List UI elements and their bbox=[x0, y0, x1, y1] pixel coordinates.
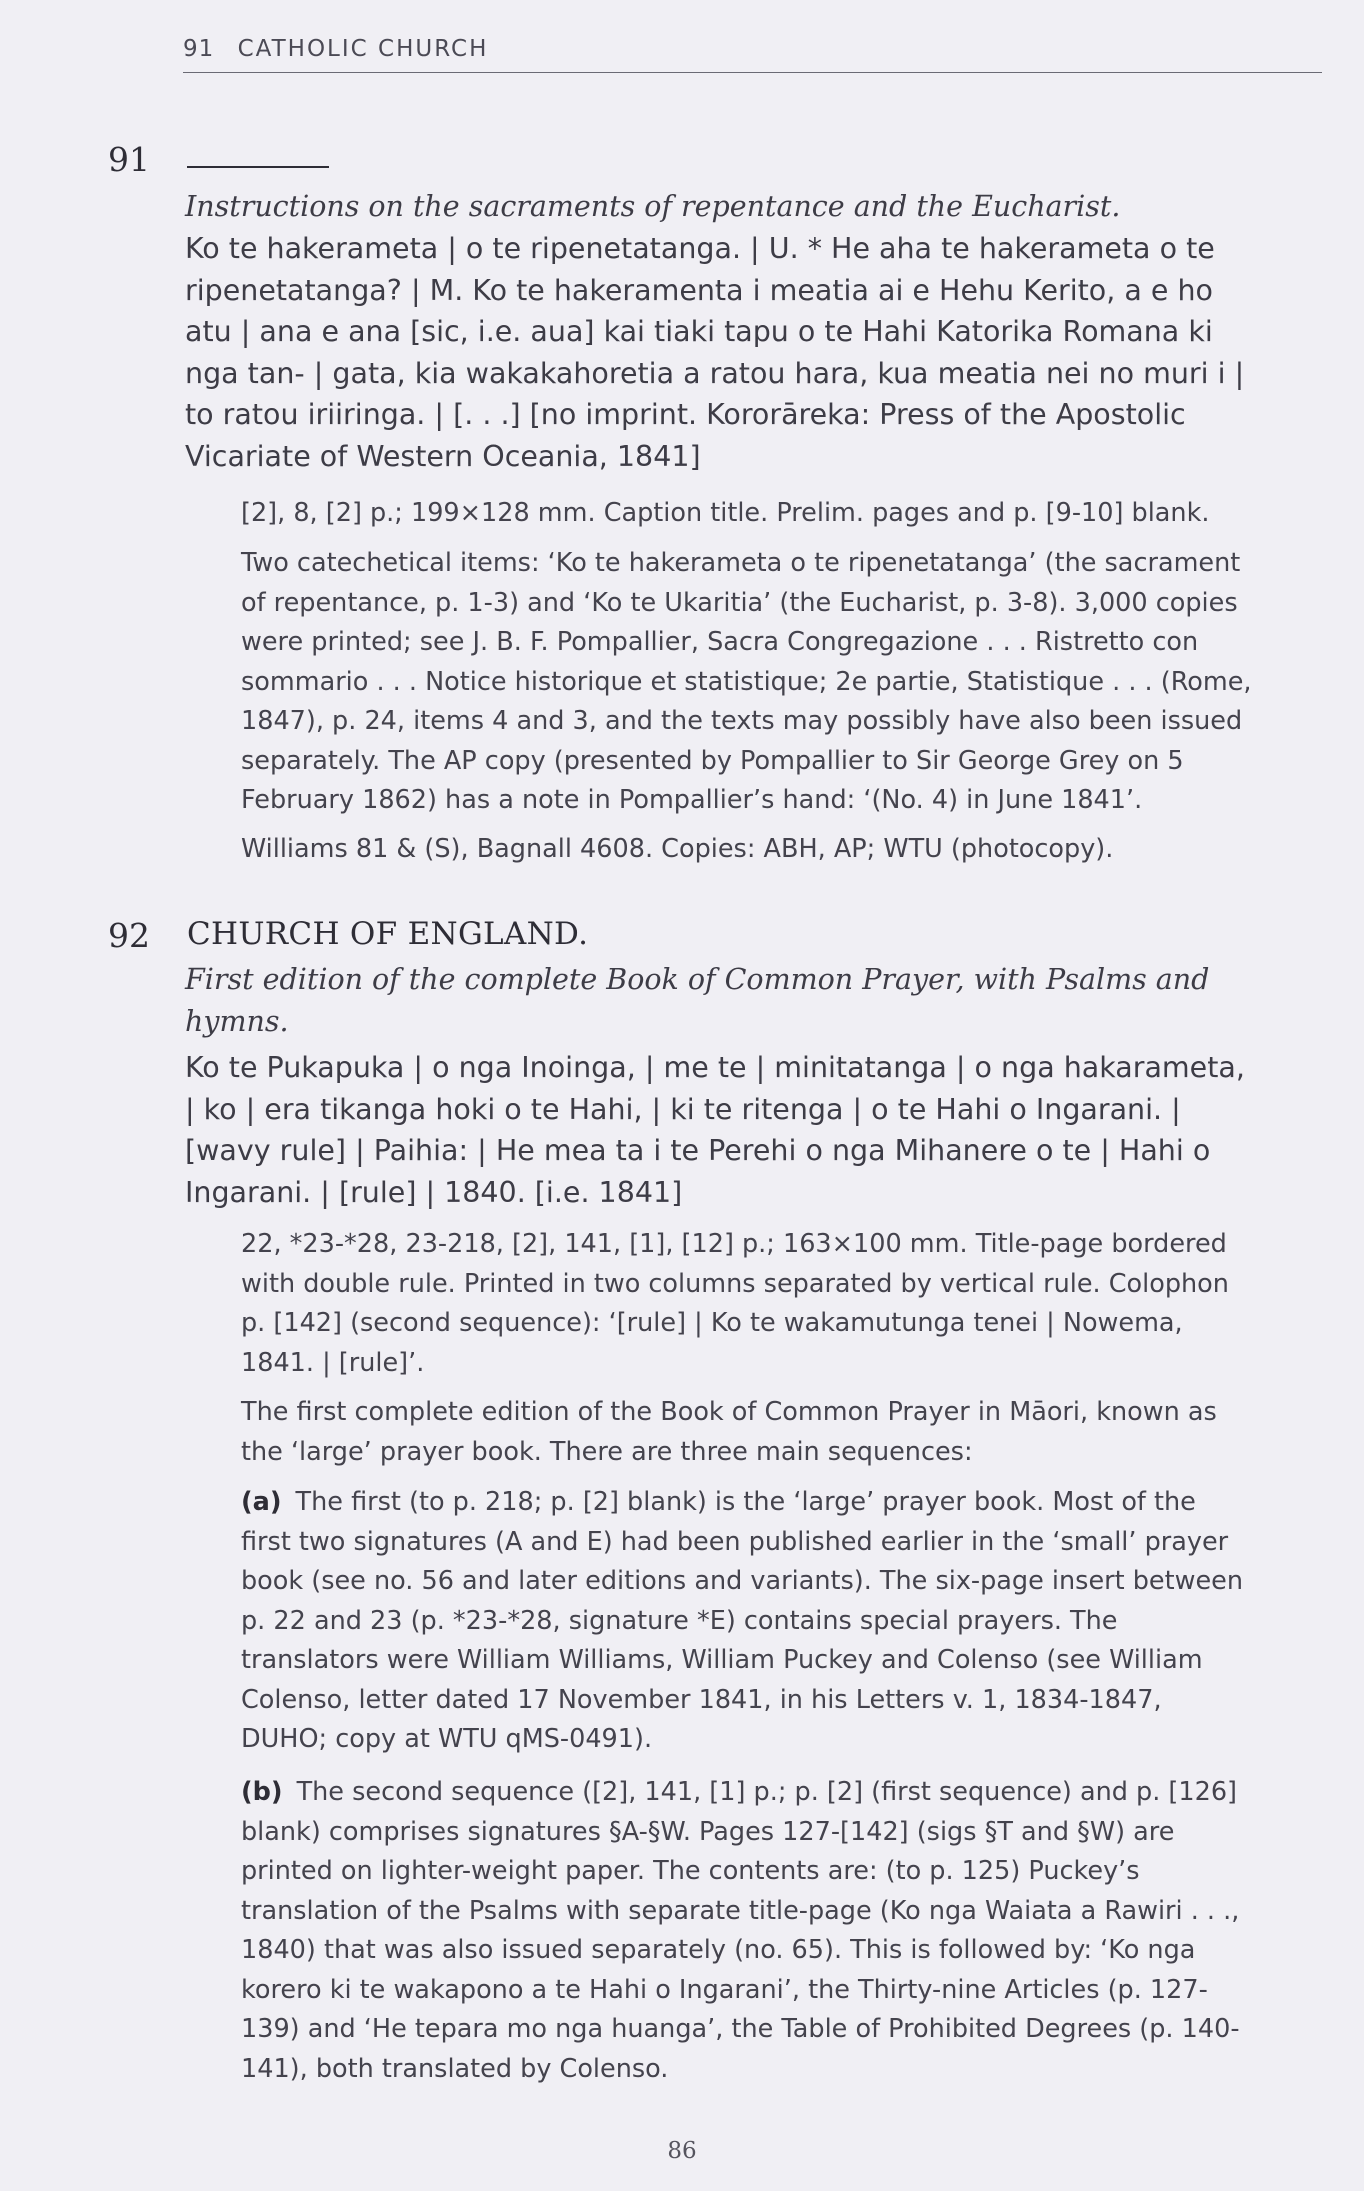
entry-91-note bbox=[241, 544, 1324, 821]
entry-92-transcription bbox=[185, 1047, 1315, 1213]
entry-92-intro-line: The first complete edition of the Book of Common Prayer in Māori, known as bbox=[241, 1397, 1217, 1427]
entry-92-collation-line: with double rule. Printed in two columns separated by vertical rule. Colophon bbox=[241, 1268, 1229, 1299]
entry-92-paragraph-a-line: first two signatures (A and E) had been published earlier in the ‘small’ prayer bbox=[241, 1526, 1229, 1557]
entry-92-english-title-line: hymns. bbox=[185, 1004, 289, 1038]
entry-91-transcription-line: to ratou iriiringa. | [. . .] [no imprint. Kororāreka: Press of the Apostolic bbox=[185, 398, 1186, 431]
entry-92-paragraph-a-line: p. 22 and 23 (p. *23-*28, signature *E) contains special prayers. The bbox=[241, 1605, 1118, 1636]
entry-92-paragraph-b bbox=[241, 1773, 1324, 2089]
entry-91-transcription-line: Vicariate of Western Oceania, 1841] bbox=[185, 439, 701, 473]
entry-91-note-line: Two catechetical items: ‘Ko te hakerameta o te ripenetatanga’ (the sacrament bbox=[241, 548, 1241, 578]
entry-92-transcription-line: Ko te Pukapuka | o nga Inoinga, | me te | minitatanga | o nga hakarameta, bbox=[185, 1051, 1245, 1084]
paragraph-a-first-line: The first (to p. 218; p. [2] blank) is the ‘large’ prayer book. Most of the bbox=[295, 1487, 1196, 1517]
entry-92-paragraph-a bbox=[241, 1483, 1324, 1760]
entry-91-references-line: Williams 81 & (S), Bagnall 4608. Copies: ABH, AP; WTU (photocopy). bbox=[241, 834, 1114, 864]
entry-91-transcription-line: ripenetatanga? | M. Ko te hakeramenta i meatia ai e Hehu Kerito, a e ho bbox=[185, 273, 1213, 307]
entry-92-transcription-line: [wavy rule] | Paihia: | He mea ta i te Perehi o nga Mihanere o te | Hahi o bbox=[185, 1134, 1211, 1167]
entry-91-note-line: of repentance, p. 1-3) and ‘Ko te Ukaritia’ (the Eucharist, p. 3-8). 3,000 copies bbox=[241, 587, 1238, 618]
paragraph-a-label: (a) bbox=[241, 1487, 282, 1517]
entry-91-english-title: Instructions on the sacraments of repentance and the Eucharist. bbox=[185, 190, 1121, 223]
entry-92-paragraph-b-line: 139) and ‘He tepara mo nga huanga’, the Table of Prohibited Degrees (p. 140- bbox=[241, 2014, 1240, 2044]
entry-92-english-title bbox=[185, 959, 1315, 1042]
entry-92-paragraph-b-line: 1840) that was also issued separately (no. 65). This is followed by: ‘Ko nga bbox=[241, 1935, 1196, 1965]
running-head-title: CATHOLIC CHURCH bbox=[237, 36, 489, 62]
running-head-number: 91 bbox=[183, 36, 215, 62]
entry-91-heading-rule bbox=[187, 166, 329, 168]
entry-92-collation-line: p. [142] (second sequence): ‘[rule] | Ko te wakamutunga tenei | Nowema, bbox=[241, 1308, 1183, 1338]
paragraph-b-label: (b) bbox=[241, 1777, 283, 1807]
entry-92-intro bbox=[241, 1393, 1324, 1472]
entry-91-collation bbox=[241, 494, 1324, 534]
entry-91-collation-line: [2], 8, [2] p.; 199×128 mm. Caption title. Prelim. pages and p. [9-10] blank. bbox=[241, 498, 1210, 528]
entry-92-paragraph-a-line: Colenso, letter dated 17 November 1841, in his Letters v. 1, 1834-1847, bbox=[241, 1684, 1162, 1715]
entry-92-paragraph-b-line: korero ki te wakapono a te Hahi o Ingarani’, the Thirty-nine Articles (p. 127- bbox=[241, 1974, 1208, 2005]
entry-91-note-line: 1847), p. 24, items 4 and 3, and the texts may possibly have also been issued bbox=[241, 706, 1243, 736]
entry-91-transcription-line: atu | ana e ana [sic, i.e. aua] kai tiaki tapu o te Hahi Katorika Romana ki bbox=[185, 315, 1213, 348]
entry-92-paragraph-b-line: translation of the Psalms with separate title-page (Ko nga Waiata a Rawiri . . ., bbox=[241, 1895, 1240, 1926]
running-head-rule bbox=[183, 72, 1322, 73]
entry-92-collation bbox=[241, 1225, 1324, 1383]
entry-91-note-line: February 1862) has a note in Pompallier’s hand: ‘(No. 4) in June 1841’. bbox=[241, 785, 1143, 815]
entry-92-paragraph-a-line: book (see no. 56 and later editions and variants). The six-page insert between bbox=[241, 1566, 1243, 1596]
entry-91-transcription-line: nga tan- | gata, kia wakakahoretia a ratou hara, kua meatia nei no muri i | bbox=[185, 356, 1245, 390]
entry-92-intro-line: the ‘large’ prayer book. There are three main sequences: bbox=[241, 1436, 973, 1467]
running-head bbox=[183, 36, 488, 62]
entry-92-transcription-line: | ko | era tikanga hoki o te Hahi, | ki te ritenga | o te Hahi o Ingarani. | bbox=[185, 1092, 1181, 1126]
entry-92-paragraph-a-line: DUHO; copy at WTU qMS-0491). bbox=[241, 1724, 653, 1754]
entry-92-paragraph-b-line: 141), both translated by Colenso. bbox=[241, 2053, 669, 2084]
entry-92-english-title-line: First edition of the complete Book of Common Prayer, with Psalms and bbox=[185, 963, 1210, 996]
entry-92-paragraph-b-line bbox=[241, 1773, 1324, 1813]
entry-92-paragraph-a-line bbox=[241, 1483, 1324, 1523]
page-number: 86 bbox=[667, 2138, 697, 2164]
entry-91-transcription-line: Ko te hakerameta | o te ripenetatanga. | U. * He aha te hakerameta o te bbox=[185, 232, 1215, 265]
entry-92-collation-line: 22, *23-*28, 23-218, [2], 141, [1], [12] p.; 163×100 mm. Title-page bordered bbox=[241, 1229, 1227, 1259]
entry-92-paragraph-b-line: blank) comprises signatures §A-§W. Pages 127-[142] (sigs §T and §W) are bbox=[241, 1816, 1175, 1847]
entry-92-collation-line: 1841. | [rule]’. bbox=[241, 1347, 425, 1378]
entry-92-paragraph-a-line: translators were William Williams, William Puckey and Colenso (see William bbox=[241, 1645, 1203, 1675]
entry-91-note-line: sommario . . . Notice historique et statistique; 2e partie, Statistique . . . (Rome, bbox=[241, 666, 1252, 697]
entry-91-note-line: were printed; see J. B. F. Pompallier, Sacra Congregazione . . . Ristretto con bbox=[241, 627, 1199, 657]
entry-91-note-line: separately. The AP copy (presented by Pompallier to Sir George Grey on 5 bbox=[241, 745, 1184, 776]
entry-92-number: 92 bbox=[108, 916, 150, 955]
paragraph-b-first-line: The second sequence ([2], 141, [1] p.; p. [2] (first sequence) and p. [126] bbox=[296, 1777, 1237, 1807]
entry-92-transcription-line: Ingarani. | [rule] | 1840. [i.e. 1841] bbox=[185, 1175, 683, 1209]
entry-92-heading: CHURCH OF ENGLAND. bbox=[187, 916, 589, 952]
entry-91-number: 91 bbox=[108, 140, 150, 179]
entry-91-references bbox=[241, 830, 1324, 870]
entry-92-paragraph-b-line: printed on lighter-weight paper. The contents are: (to p. 125) Puckey’s bbox=[241, 1856, 1140, 1886]
entry-91-transcription bbox=[185, 228, 1315, 477]
